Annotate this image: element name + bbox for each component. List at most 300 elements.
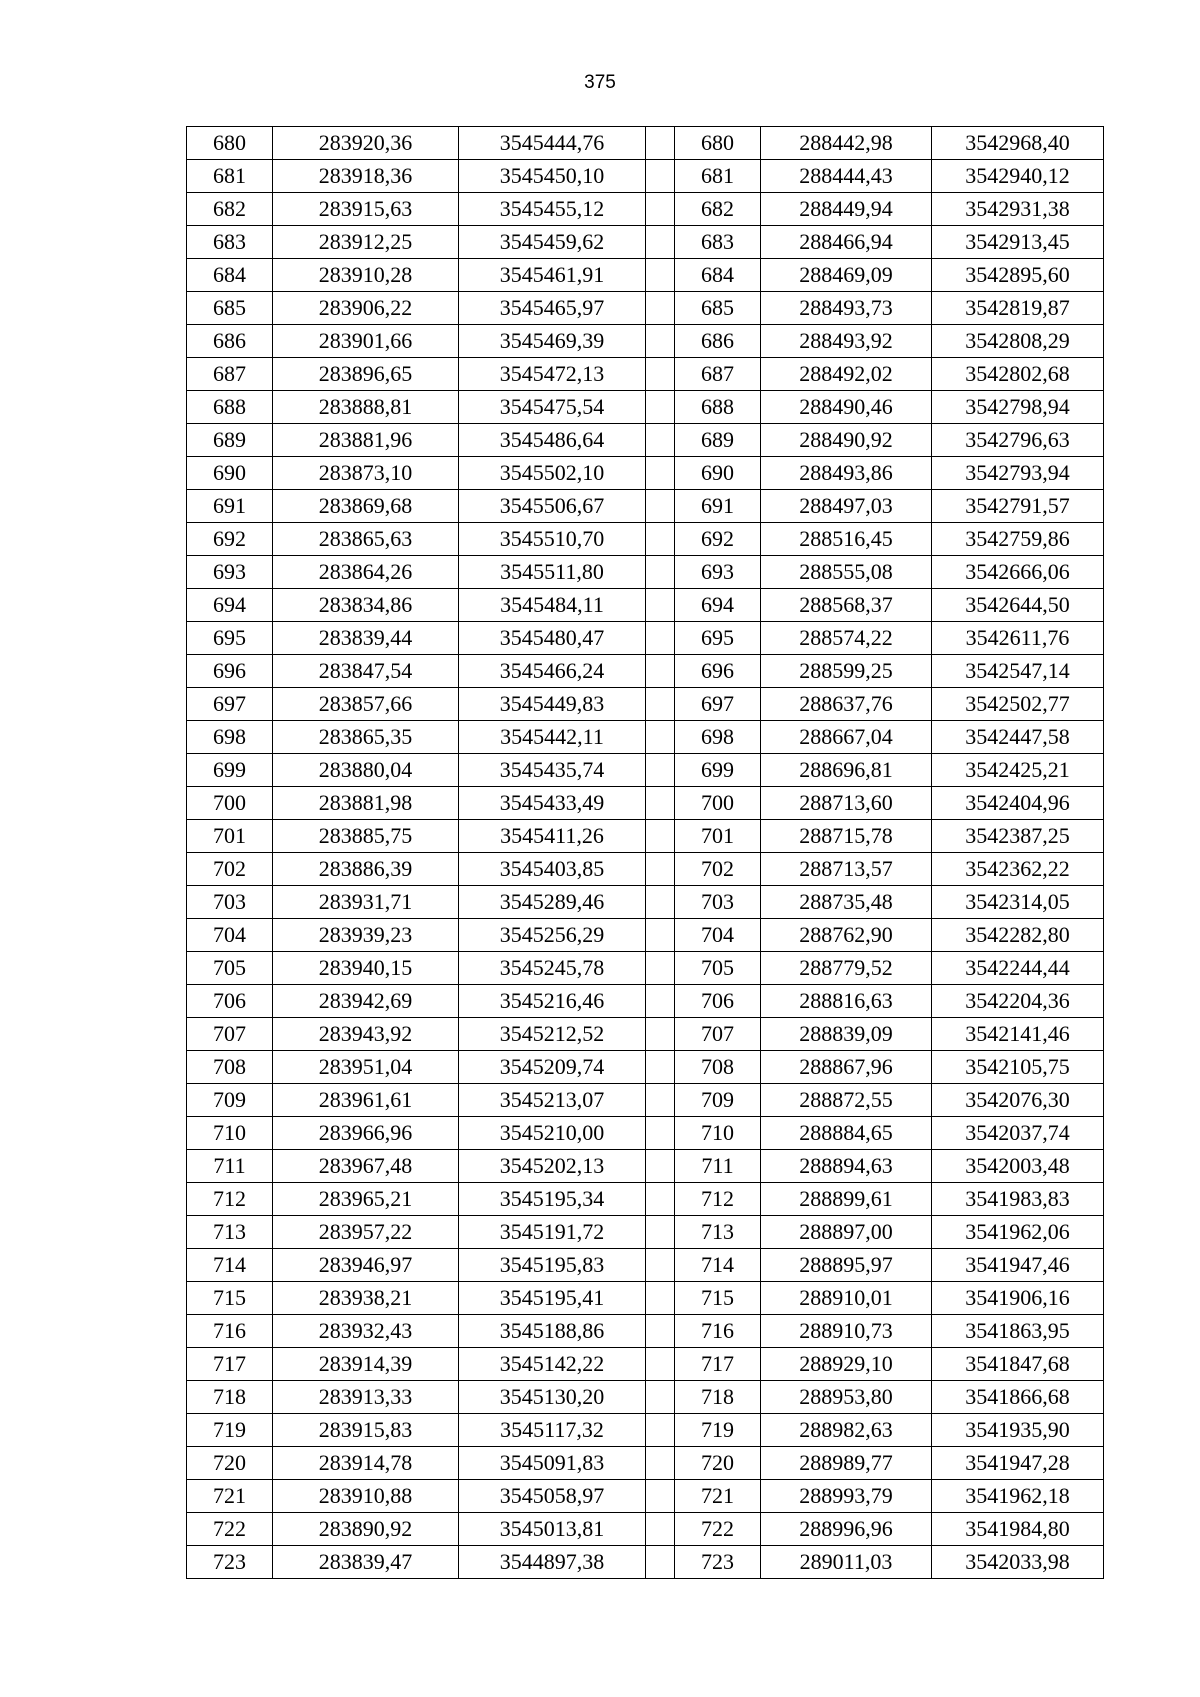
table-row <box>187 259 1104 292</box>
point-number-left: 694 <box>187 589 273 622</box>
y-coordinate-right: 3542759,86 <box>932 523 1104 556</box>
y-coordinate-right: 3542611,76 <box>932 622 1104 655</box>
y-coordinate-right: 3542796,63 <box>932 424 1104 457</box>
point-number-right: 719 <box>675 1414 761 1447</box>
x-coordinate-left: 283847,54 <box>273 655 459 688</box>
table-row <box>187 1051 1104 1084</box>
x-coordinate-left: 283915,63 <box>273 193 459 226</box>
point-number-right: 698 <box>675 721 761 754</box>
point-number-left: 713 <box>187 1216 273 1249</box>
x-coordinate-left: 283914,39 <box>273 1348 459 1381</box>
table-row <box>187 952 1104 985</box>
point-number-left: 716 <box>187 1315 273 1348</box>
table-row <box>187 1183 1104 1216</box>
x-coordinate-left: 283857,66 <box>273 688 459 721</box>
y-coordinate-left: 3545256,29 <box>459 919 646 952</box>
point-number-right: 693 <box>675 556 761 589</box>
x-coordinate-right: 288637,76 <box>761 688 932 721</box>
y-coordinate-left: 3545469,39 <box>459 325 646 358</box>
x-coordinate-left: 283939,23 <box>273 919 459 952</box>
x-coordinate-right: 288982,63 <box>761 1414 932 1447</box>
x-coordinate-left: 283864,26 <box>273 556 459 589</box>
table-row <box>187 787 1104 820</box>
y-coordinate-right: 3542447,58 <box>932 721 1104 754</box>
y-coordinate-left: 3545202,13 <box>459 1150 646 1183</box>
point-number-right: 694 <box>675 589 761 622</box>
y-coordinate-right: 3542798,94 <box>932 391 1104 424</box>
y-coordinate-right: 3541863,95 <box>932 1315 1104 1348</box>
x-coordinate-right: 288497,03 <box>761 490 932 523</box>
y-coordinate-left: 3545289,46 <box>459 886 646 919</box>
point-number-left: 689 <box>187 424 273 457</box>
x-coordinate-left: 283839,44 <box>273 622 459 655</box>
y-coordinate-left: 3545506,67 <box>459 490 646 523</box>
x-coordinate-left: 283869,68 <box>273 490 459 523</box>
y-coordinate-right: 3541947,46 <box>932 1249 1104 1282</box>
table-row <box>187 721 1104 754</box>
y-coordinate-left: 3545013,81 <box>459 1513 646 1546</box>
page-number: 375 <box>584 72 616 93</box>
x-coordinate-right: 288490,92 <box>761 424 932 457</box>
y-coordinate-left: 3545466,24 <box>459 655 646 688</box>
y-coordinate-right: 3541947,28 <box>932 1447 1104 1480</box>
x-coordinate-left: 283940,15 <box>273 952 459 985</box>
point-number-right: 703 <box>675 886 761 919</box>
spacer-cell <box>646 1348 675 1381</box>
table-row <box>187 820 1104 853</box>
y-coordinate-right: 3542547,14 <box>932 655 1104 688</box>
point-number-right: 712 <box>675 1183 761 1216</box>
spacer-cell <box>646 457 675 490</box>
point-number-left: 685 <box>187 292 273 325</box>
point-number-right: 692 <box>675 523 761 556</box>
table-row <box>187 556 1104 589</box>
table-row <box>187 688 1104 721</box>
y-coordinate-right: 3542931,38 <box>932 193 1104 226</box>
point-number-left: 701 <box>187 820 273 853</box>
table-row <box>187 985 1104 1018</box>
point-number-right: 720 <box>675 1447 761 1480</box>
y-coordinate-right: 3541962,06 <box>932 1216 1104 1249</box>
spacer-cell <box>646 1414 675 1447</box>
spacer-cell <box>646 226 675 259</box>
table-row <box>187 919 1104 952</box>
point-number-left: 704 <box>187 919 273 952</box>
x-coordinate-left: 283890,92 <box>273 1513 459 1546</box>
x-coordinate-right: 288884,65 <box>761 1117 932 1150</box>
x-coordinate-right: 288444,43 <box>761 160 932 193</box>
table-row <box>187 589 1104 622</box>
point-number-right: 687 <box>675 358 761 391</box>
point-number-left: 691 <box>187 490 273 523</box>
x-coordinate-left: 283906,22 <box>273 292 459 325</box>
x-coordinate-left: 283912,25 <box>273 226 459 259</box>
spacer-cell <box>646 787 675 820</box>
table-row <box>187 127 1104 160</box>
point-number-right: 702 <box>675 853 761 886</box>
y-coordinate-right: 3542913,45 <box>932 226 1104 259</box>
x-coordinate-left: 283865,63 <box>273 523 459 556</box>
spacer-cell <box>646 985 675 1018</box>
table-row <box>187 622 1104 655</box>
y-coordinate-left: 3545403,85 <box>459 853 646 886</box>
table-row <box>187 1315 1104 1348</box>
x-coordinate-right: 288713,57 <box>761 853 932 886</box>
y-coordinate-left: 3545465,97 <box>459 292 646 325</box>
point-number-left: 693 <box>187 556 273 589</box>
y-coordinate-right: 3542076,30 <box>932 1084 1104 1117</box>
x-coordinate-left: 283961,61 <box>273 1084 459 1117</box>
point-number-left: 719 <box>187 1414 273 1447</box>
point-number-left: 711 <box>187 1150 273 1183</box>
y-coordinate-left: 3545510,70 <box>459 523 646 556</box>
y-coordinate-right: 3542003,48 <box>932 1150 1104 1183</box>
table-row <box>187 1414 1104 1447</box>
spacer-cell <box>646 1447 675 1480</box>
point-number-left: 684 <box>187 259 273 292</box>
x-coordinate-right: 288490,46 <box>761 391 932 424</box>
table-row <box>187 424 1104 457</box>
x-coordinate-right: 288449,94 <box>761 193 932 226</box>
y-coordinate-right: 3542362,22 <box>932 853 1104 886</box>
table-row <box>187 160 1104 193</box>
spacer-cell <box>646 952 675 985</box>
point-number-left: 681 <box>187 160 273 193</box>
y-coordinate-left: 3544897,38 <box>459 1546 646 1579</box>
point-number-right: 697 <box>675 688 761 721</box>
x-coordinate-left: 283901,66 <box>273 325 459 358</box>
x-coordinate-right: 288667,04 <box>761 721 932 754</box>
point-number-right: 704 <box>675 919 761 952</box>
x-coordinate-left: 283957,22 <box>273 1216 459 1249</box>
y-coordinate-left: 3545450,10 <box>459 160 646 193</box>
y-coordinate-left: 3545091,83 <box>459 1447 646 1480</box>
x-coordinate-right: 288469,09 <box>761 259 932 292</box>
table-row <box>187 1282 1104 1315</box>
y-coordinate-left: 3545486,64 <box>459 424 646 457</box>
y-coordinate-left: 3545511,80 <box>459 556 646 589</box>
x-coordinate-right: 288897,00 <box>761 1216 932 1249</box>
point-number-right: 715 <box>675 1282 761 1315</box>
point-number-left: 709 <box>187 1084 273 1117</box>
spacer-cell <box>646 1282 675 1315</box>
y-coordinate-left: 3545213,07 <box>459 1084 646 1117</box>
x-coordinate-right: 288555,08 <box>761 556 932 589</box>
x-coordinate-left: 283966,96 <box>273 1117 459 1150</box>
y-coordinate-right: 3542105,75 <box>932 1051 1104 1084</box>
point-number-right: 717 <box>675 1348 761 1381</box>
table-row <box>187 523 1104 556</box>
point-number-right: 706 <box>675 985 761 1018</box>
x-coordinate-right: 288696,81 <box>761 754 932 787</box>
table-row <box>187 1381 1104 1414</box>
table-row <box>187 490 1104 523</box>
table-row <box>187 1348 1104 1381</box>
y-coordinate-right: 3542791,57 <box>932 490 1104 523</box>
table-row <box>187 754 1104 787</box>
spacer-cell <box>646 820 675 853</box>
spacer-cell <box>646 886 675 919</box>
y-coordinate-right: 3541847,68 <box>932 1348 1104 1381</box>
x-coordinate-right: 288574,22 <box>761 622 932 655</box>
y-coordinate-right: 3542502,77 <box>932 688 1104 721</box>
x-coordinate-left: 283865,35 <box>273 721 459 754</box>
x-coordinate-right: 288493,73 <box>761 292 932 325</box>
y-coordinate-left: 3545444,76 <box>459 127 646 160</box>
x-coordinate-left: 283942,69 <box>273 985 459 1018</box>
point-number-left: 722 <box>187 1513 273 1546</box>
x-coordinate-right: 288492,02 <box>761 358 932 391</box>
point-number-right: 685 <box>675 292 761 325</box>
spacer-cell <box>646 1216 675 1249</box>
x-coordinate-right: 288493,92 <box>761 325 932 358</box>
spacer-cell <box>646 358 675 391</box>
x-coordinate-right: 288867,96 <box>761 1051 932 1084</box>
point-number-right: 710 <box>675 1117 761 1150</box>
point-number-right: 684 <box>675 259 761 292</box>
y-coordinate-left: 3545502,10 <box>459 457 646 490</box>
point-number-right: 683 <box>675 226 761 259</box>
point-number-right: 705 <box>675 952 761 985</box>
coordinates-table-body <box>187 127 1104 1579</box>
y-coordinate-left: 3545212,52 <box>459 1018 646 1051</box>
point-number-left: 690 <box>187 457 273 490</box>
y-coordinate-left: 3545130,20 <box>459 1381 646 1414</box>
point-number-right: 711 <box>675 1150 761 1183</box>
spacer-cell <box>646 424 675 457</box>
point-number-right: 690 <box>675 457 761 490</box>
y-coordinate-right: 3542387,25 <box>932 820 1104 853</box>
x-coordinate-left: 283888,81 <box>273 391 459 424</box>
point-number-right: 691 <box>675 490 761 523</box>
y-coordinate-right: 3541962,18 <box>932 1480 1104 1513</box>
point-number-left: 683 <box>187 226 273 259</box>
y-coordinate-right: 3542644,50 <box>932 589 1104 622</box>
y-coordinate-left: 3545459,62 <box>459 226 646 259</box>
y-coordinate-left: 3545117,32 <box>459 1414 646 1447</box>
spacer-cell <box>646 1315 675 1348</box>
table-row <box>187 391 1104 424</box>
y-coordinate-right: 3542204,36 <box>932 985 1104 1018</box>
point-number-right: 700 <box>675 787 761 820</box>
x-coordinate-right: 288713,60 <box>761 787 932 820</box>
x-coordinate-right: 288996,96 <box>761 1513 932 1546</box>
point-number-left: 703 <box>187 886 273 919</box>
table-row <box>187 1513 1104 1546</box>
x-coordinate-right: 289011,03 <box>761 1546 932 1579</box>
x-coordinate-right: 288493,86 <box>761 457 932 490</box>
table-row <box>187 1018 1104 1051</box>
y-coordinate-left: 3545209,74 <box>459 1051 646 1084</box>
x-coordinate-right: 288816,63 <box>761 985 932 1018</box>
spacer-cell <box>646 1183 675 1216</box>
x-coordinate-right: 288568,37 <box>761 589 932 622</box>
y-coordinate-left: 3545195,83 <box>459 1249 646 1282</box>
spacer-cell <box>646 391 675 424</box>
y-coordinate-right: 3542425,21 <box>932 754 1104 787</box>
spacer-cell <box>646 688 675 721</box>
spacer-cell <box>646 622 675 655</box>
spacer-cell <box>646 1480 675 1513</box>
point-number-left: 692 <box>187 523 273 556</box>
table-row <box>187 358 1104 391</box>
spacer-cell <box>646 1018 675 1051</box>
y-coordinate-left: 3545216,46 <box>459 985 646 1018</box>
y-coordinate-right: 3542141,46 <box>932 1018 1104 1051</box>
y-coordinate-right: 3542244,44 <box>932 952 1104 985</box>
x-coordinate-right: 288872,55 <box>761 1084 932 1117</box>
y-coordinate-left: 3545449,83 <box>459 688 646 721</box>
point-number-right: 682 <box>675 193 761 226</box>
spacer-cell <box>646 127 675 160</box>
spacer-cell <box>646 754 675 787</box>
table-row <box>187 655 1104 688</box>
y-coordinate-left: 3545484,11 <box>459 589 646 622</box>
x-coordinate-left: 283920,36 <box>273 127 459 160</box>
y-coordinate-right: 3542802,68 <box>932 358 1104 391</box>
x-coordinate-left: 283951,04 <box>273 1051 459 1084</box>
spacer-cell <box>646 1513 675 1546</box>
x-coordinate-right: 288839,09 <box>761 1018 932 1051</box>
y-coordinate-left: 3545442,11 <box>459 721 646 754</box>
spacer-cell <box>646 325 675 358</box>
x-coordinate-right: 288895,97 <box>761 1249 932 1282</box>
point-number-left: 688 <box>187 391 273 424</box>
x-coordinate-right: 288910,01 <box>761 1282 932 1315</box>
point-number-left: 695 <box>187 622 273 655</box>
x-coordinate-left: 283885,75 <box>273 820 459 853</box>
point-number-left: 699 <box>187 754 273 787</box>
y-coordinate-left: 3545411,26 <box>459 820 646 853</box>
x-coordinate-left: 283896,65 <box>273 358 459 391</box>
y-coordinate-left: 3545435,74 <box>459 754 646 787</box>
spacer-cell <box>646 853 675 886</box>
table-row <box>187 1447 1104 1480</box>
x-coordinate-left: 283943,92 <box>273 1018 459 1051</box>
x-coordinate-left: 283914,78 <box>273 1447 459 1480</box>
point-number-right: 680 <box>675 127 761 160</box>
y-coordinate-left: 3545210,00 <box>459 1117 646 1150</box>
point-number-left: 698 <box>187 721 273 754</box>
spacer-cell <box>646 523 675 556</box>
x-coordinate-left: 283967,48 <box>273 1150 459 1183</box>
point-number-left: 696 <box>187 655 273 688</box>
spacer-cell <box>646 1051 675 1084</box>
x-coordinate-left: 283881,98 <box>273 787 459 820</box>
x-coordinate-left: 283880,04 <box>273 754 459 787</box>
spacer-cell <box>646 655 675 688</box>
point-number-right: 708 <box>675 1051 761 1084</box>
y-coordinate-left: 3545475,54 <box>459 391 646 424</box>
spacer-cell <box>646 1150 675 1183</box>
y-coordinate-right: 3542793,94 <box>932 457 1104 490</box>
point-number-left: 697 <box>187 688 273 721</box>
point-number-left: 717 <box>187 1348 273 1381</box>
point-number-left: 686 <box>187 325 273 358</box>
x-coordinate-left: 283913,33 <box>273 1381 459 1414</box>
x-coordinate-right: 288929,10 <box>761 1348 932 1381</box>
table-row <box>187 193 1104 226</box>
y-coordinate-right: 3542895,60 <box>932 259 1104 292</box>
table-row <box>187 1249 1104 1282</box>
point-number-right: 721 <box>675 1480 761 1513</box>
table-row <box>187 853 1104 886</box>
spacer-cell <box>646 259 675 292</box>
point-number-right: 695 <box>675 622 761 655</box>
x-coordinate-right: 288735,48 <box>761 886 932 919</box>
table-row <box>187 886 1104 919</box>
x-coordinate-right: 288989,77 <box>761 1447 932 1480</box>
x-coordinate-right: 288910,73 <box>761 1315 932 1348</box>
point-number-left: 720 <box>187 1447 273 1480</box>
point-number-left: 712 <box>187 1183 273 1216</box>
x-coordinate-left: 283834,86 <box>273 589 459 622</box>
y-coordinate-left: 3545142,22 <box>459 1348 646 1381</box>
x-coordinate-right: 288762,90 <box>761 919 932 952</box>
point-number-right: 716 <box>675 1315 761 1348</box>
point-number-left: 702 <box>187 853 273 886</box>
y-coordinate-right: 3542968,40 <box>932 127 1104 160</box>
point-number-right: 681 <box>675 160 761 193</box>
spacer-cell <box>646 1249 675 1282</box>
y-coordinate-right: 3542404,96 <box>932 787 1104 820</box>
x-coordinate-left: 283946,97 <box>273 1249 459 1282</box>
y-coordinate-left: 3545455,12 <box>459 193 646 226</box>
table-row <box>187 1117 1104 1150</box>
point-number-left: 705 <box>187 952 273 985</box>
y-coordinate-right: 3541906,16 <box>932 1282 1104 1315</box>
y-coordinate-left: 3545195,34 <box>459 1183 646 1216</box>
coordinates-table <box>186 126 1104 1579</box>
x-coordinate-left: 283915,83 <box>273 1414 459 1447</box>
y-coordinate-right: 3542282,80 <box>932 919 1104 952</box>
point-number-left: 714 <box>187 1249 273 1282</box>
y-coordinate-right: 3542940,12 <box>932 160 1104 193</box>
table-row <box>187 1216 1104 1249</box>
point-number-right: 707 <box>675 1018 761 1051</box>
point-number-left: 687 <box>187 358 273 391</box>
point-number-right: 701 <box>675 820 761 853</box>
point-number-left: 715 <box>187 1282 273 1315</box>
point-number-left: 721 <box>187 1480 273 1513</box>
point-number-right: 688 <box>675 391 761 424</box>
point-number-left: 706 <box>187 985 273 1018</box>
y-coordinate-left: 3545058,97 <box>459 1480 646 1513</box>
spacer-cell <box>646 1084 675 1117</box>
y-coordinate-left: 3545433,49 <box>459 787 646 820</box>
spacer-cell <box>646 1117 675 1150</box>
y-coordinate-left: 3545472,13 <box>459 358 646 391</box>
y-coordinate-left: 3545245,78 <box>459 952 646 985</box>
x-coordinate-right: 288779,52 <box>761 952 932 985</box>
y-coordinate-left: 3545480,47 <box>459 622 646 655</box>
y-coordinate-right: 3542808,29 <box>932 325 1104 358</box>
x-coordinate-left: 283938,21 <box>273 1282 459 1315</box>
point-number-right: 713 <box>675 1216 761 1249</box>
x-coordinate-left: 283886,39 <box>273 853 459 886</box>
x-coordinate-right: 288715,78 <box>761 820 932 853</box>
point-number-right: 696 <box>675 655 761 688</box>
y-coordinate-right: 3542037,74 <box>932 1117 1104 1150</box>
spacer-cell <box>646 556 675 589</box>
point-number-right: 686 <box>675 325 761 358</box>
point-number-left: 708 <box>187 1051 273 1084</box>
point-number-left: 682 <box>187 193 273 226</box>
x-coordinate-right: 288442,98 <box>761 127 932 160</box>
spacer-cell <box>646 160 675 193</box>
table-row <box>187 325 1104 358</box>
point-number-right: 689 <box>675 424 761 457</box>
